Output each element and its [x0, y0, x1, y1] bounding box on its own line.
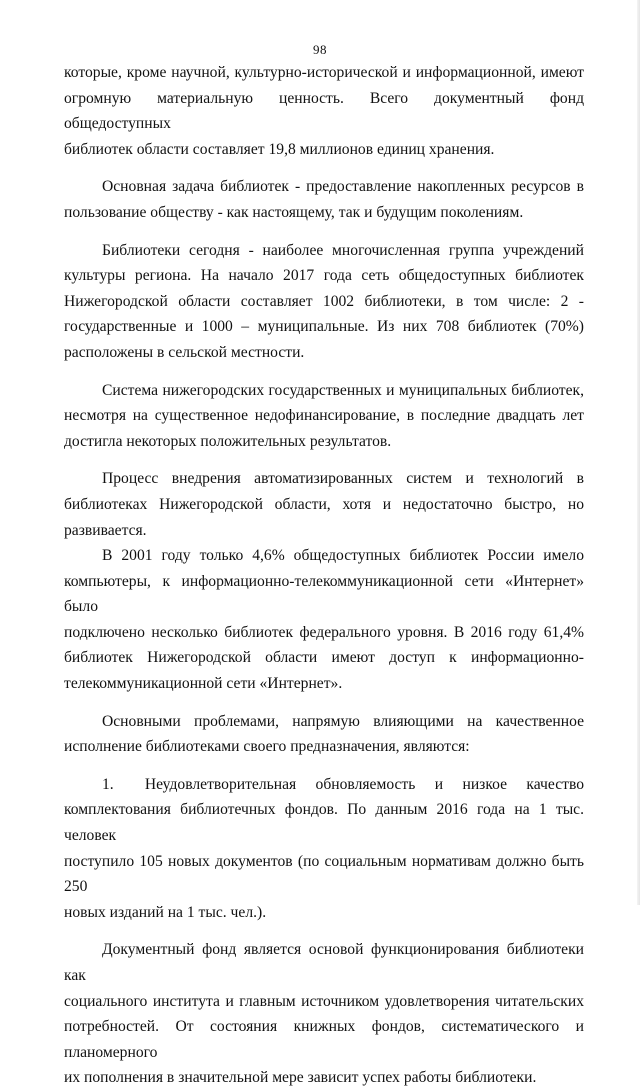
text-line: Документный фонд является основой функционирования библиотеки как — [64, 941, 584, 984]
text-line: библиотек области составляет 19,8 миллионов единиц хранения. — [64, 140, 495, 158]
paragraph-problems — [64, 709, 584, 760]
paragraph-automation — [64, 466, 584, 543]
text-line: потребностей. От состояния книжных фондов, систематического и планомерного — [64, 1018, 584, 1061]
text-line: телекоммуникационной сети «Интернет». — [64, 675, 343, 693]
paragraph-libraries-today — [64, 238, 584, 366]
text-line: комплектования библиотечных фондов. По данным 2016 года на 1 тыс. человек — [64, 801, 584, 845]
text-line: библиотеках Нижегородской области, хотя и недостаточно быстро, но — [64, 495, 584, 513]
text-line: достигла некоторых положительных результатов. — [64, 432, 392, 450]
paragraph-continuation — [64, 60, 584, 162]
paragraph-document-fund — [64, 937, 584, 1091]
paragraph-problem-1 — [64, 772, 584, 926]
paragraph-main-task — [64, 174, 584, 225]
text-line: компьютеры, к информационно-телекоммуникационной сети «Интернет» было — [64, 572, 584, 616]
body-text — [64, 60, 584, 1091]
text-line: социального института и главным источником удовлетворения читательских — [64, 992, 584, 1010]
text-line: которые, кроме научной, культурно-исторической и информационной, имеют — [64, 64, 584, 81]
text-line: развивается. — [64, 521, 147, 539]
text-line: Система нижегородских государственных и муниципальных библиотек, — [102, 381, 584, 399]
text-line: Библиотеки сегодня - наиболее многочисленная группа учреждений — [102, 241, 584, 259]
text-line: государственные и 1000 – муниципальные. Из них 708 библиотек (70%) — [64, 318, 584, 336]
text-line: несмотря на существенное недофинансирование, в последние двадцать лет — [64, 407, 584, 425]
text-line: культуры региона. На начало 2017 года сеть общедоступных библиотек — [64, 267, 584, 285]
text-line: Основная задача библиотек - предоставление накопленных ресурсов в — [102, 178, 584, 196]
text-line: поступило 105 новых документов (по социальным нормативам должно быть 250 — [64, 852, 584, 896]
paragraph-internet — [64, 543, 584, 697]
text-line: их пополнения в значительной мере зависит успех работы библиотеки. — [64, 1069, 537, 1087]
text-line: огромную материальную ценность. Всего документный фонд общедоступных — [64, 89, 584, 133]
paragraph-system — [64, 378, 584, 455]
text-line: подключено несколько библиотек федерального уровня. В 2016 году 61,4% — [64, 623, 584, 641]
text-line: пользование обществу - как настоящему, так и будущим поколениям. — [64, 203, 524, 221]
page-number: 98 — [313, 42, 327, 57]
text-line: исполнение библиотеками своего предназначения, являются: — [64, 738, 470, 756]
text-line: Основными проблемами, напрямую влияющими на качественное — [102, 712, 584, 730]
text-line: В 2001 году только 4,6% общедоступных библиотек России имело — [102, 547, 584, 565]
text-line: расположены в сельской местности. — [64, 343, 305, 361]
text-line: 1. Неудовлетворительная обновляемость и низкое качество — [102, 775, 584, 793]
text-line: библиотек Нижегородской области имеют доступ к информационно- — [64, 649, 584, 667]
text-line: Процесс внедрения автоматизированных систем и технологий в — [102, 470, 584, 488]
text-line: новых изданий на 1 тыс. чел.). — [64, 903, 267, 921]
text-line: Нижегородской области составляет 1002 библиотеки, в том числе: 2 - — [64, 292, 584, 310]
